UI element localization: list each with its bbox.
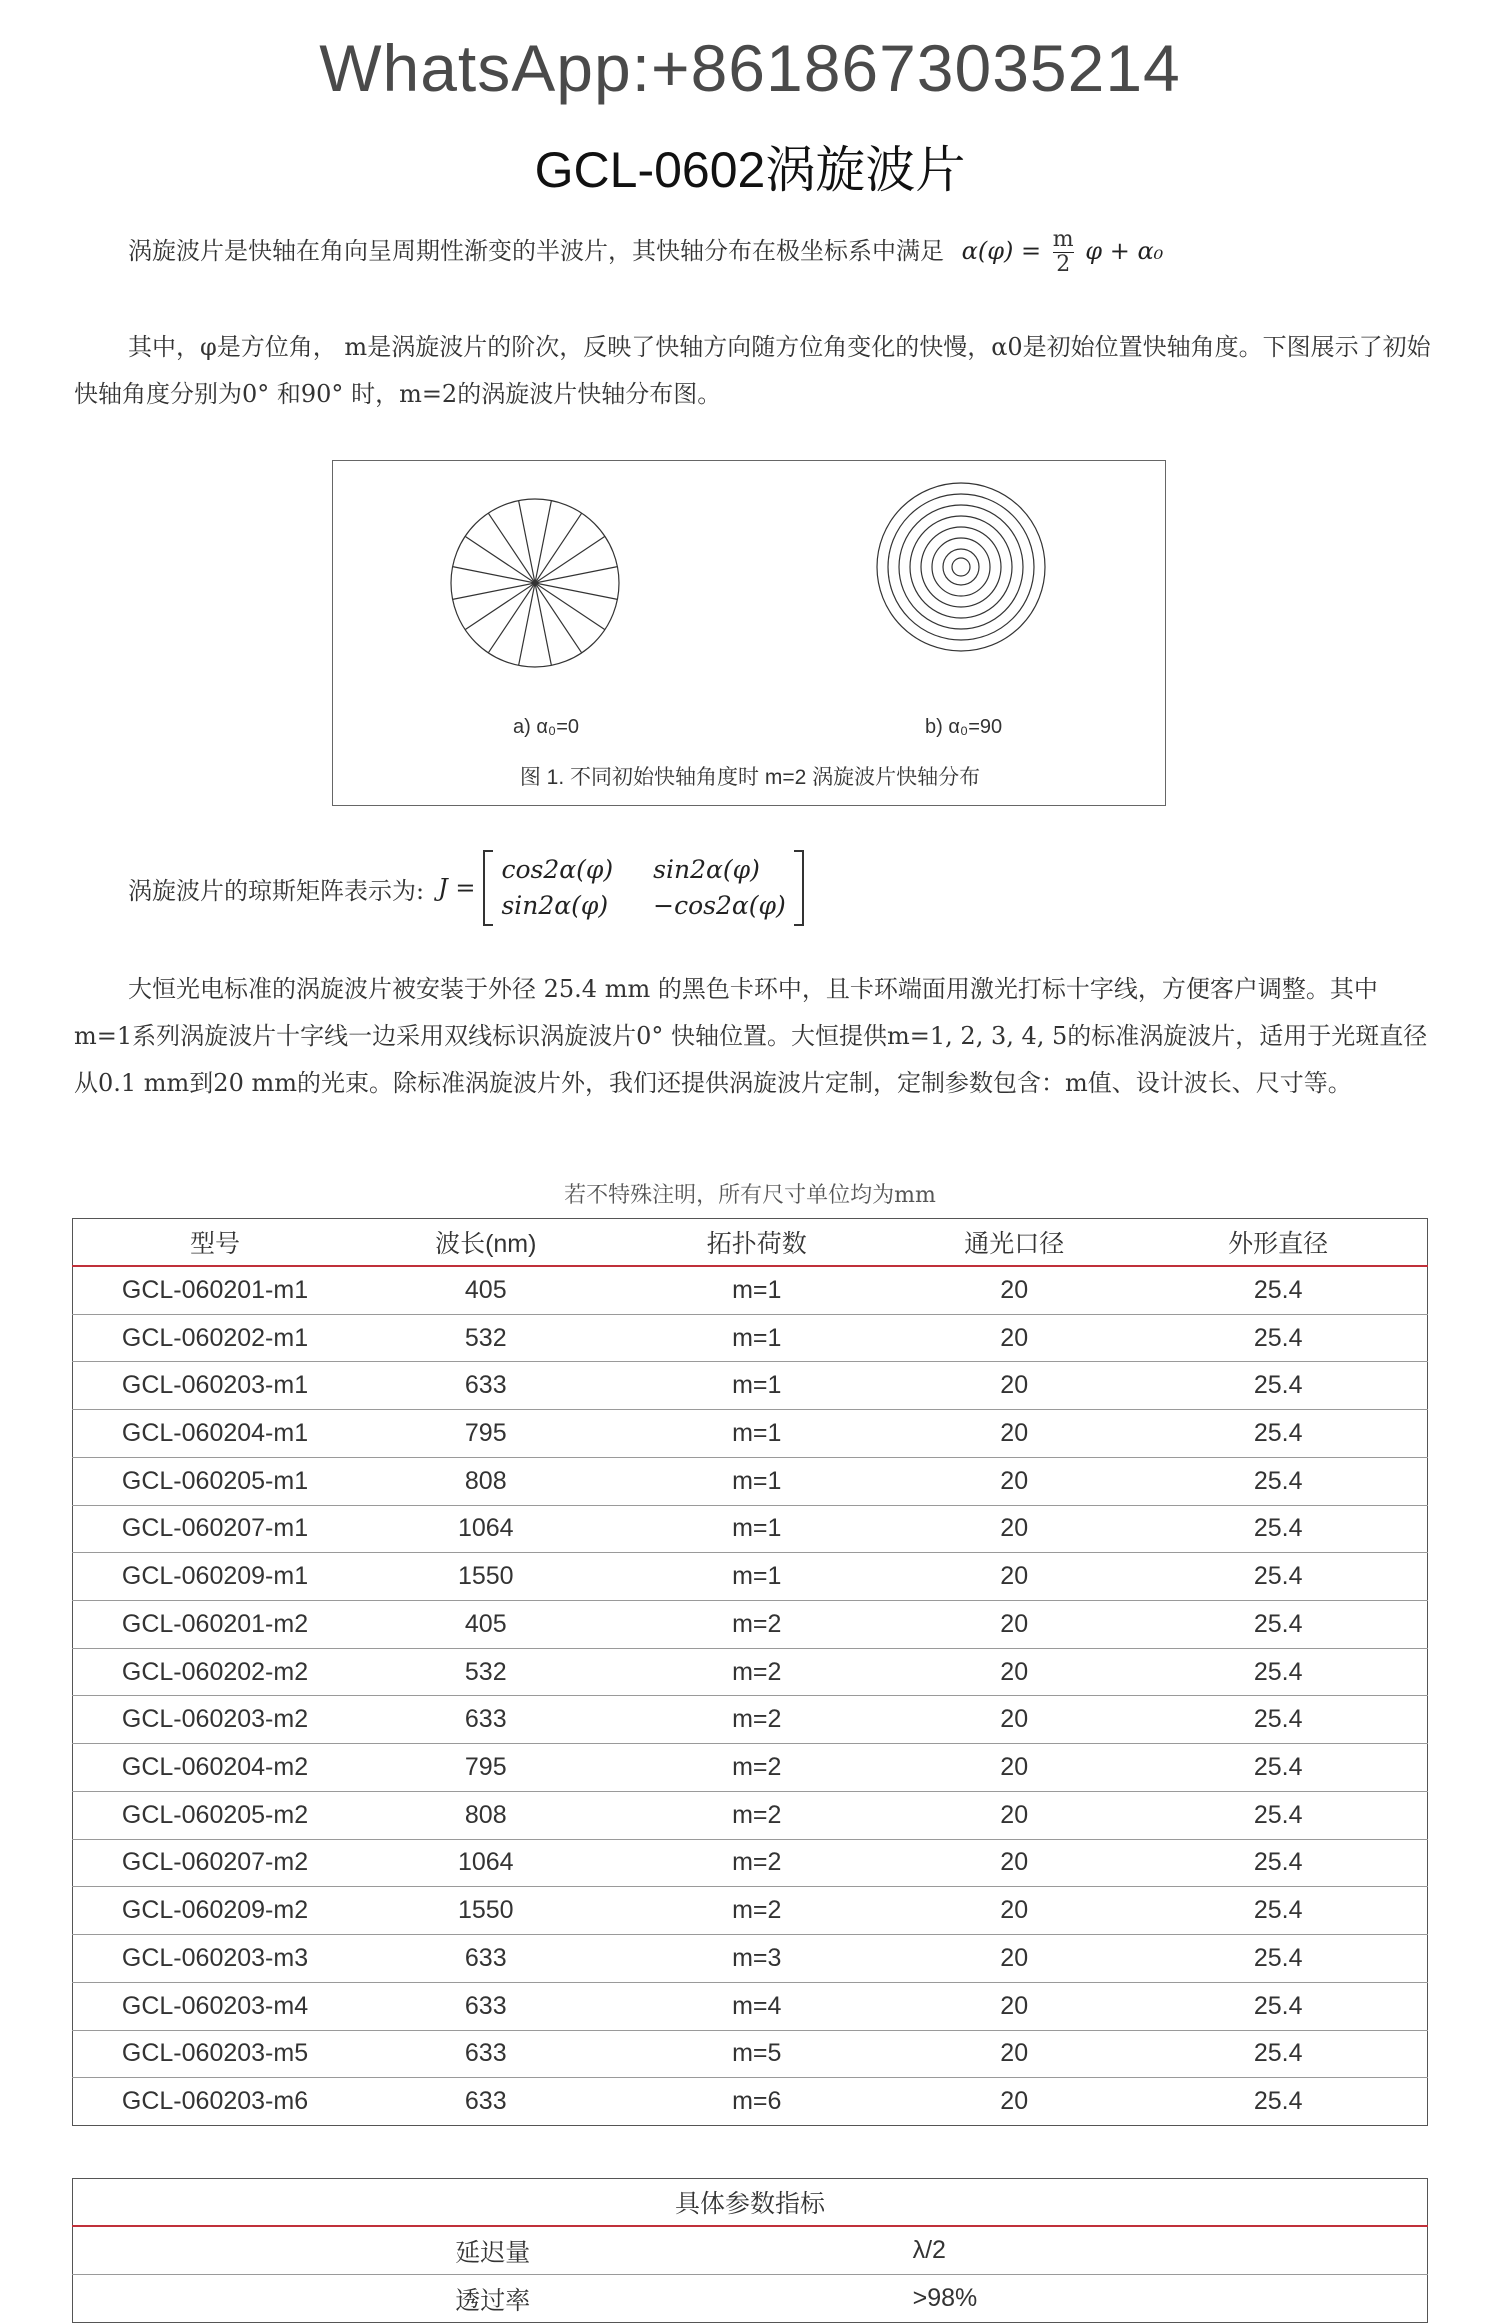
cell-charge: m=2: [614, 1744, 899, 1792]
matrix-m12: sin2α(φ): [653, 855, 760, 884]
label-alpha-0: a) α₀=0: [513, 716, 580, 738]
param-table-title: 具体参数指标: [73, 2179, 1428, 2227]
param-value: λ/2: [913, 2226, 1428, 2275]
cell-aperture: 20: [899, 1505, 1129, 1553]
cell-aperture: 20: [899, 1362, 1129, 1410]
figure-box: [332, 460, 1166, 806]
cell-aperture: 20: [899, 2030, 1129, 2078]
cell-charge: m=1: [614, 1362, 899, 1410]
cell-aperture: 20: [899, 1314, 1129, 1362]
fast-axis-ring: [952, 558, 970, 576]
table-row: [73, 1362, 1428, 1410]
cell-wavelength: 1064: [357, 1505, 614, 1553]
table-row: [73, 1982, 1428, 2030]
table-row: [73, 1553, 1428, 1601]
fast-axis-ring: [943, 549, 979, 585]
matrix-m11: cos2α(φ): [501, 855, 614, 884]
cell-aperture: 20: [899, 1601, 1129, 1649]
cell-wavelength: 795: [357, 1744, 614, 1792]
cell-wavelength: 1550: [357, 1553, 614, 1601]
formula-denominator: 2: [1056, 252, 1071, 277]
cell-diameter: 25.4: [1129, 1935, 1427, 1983]
fast-axis-ring: [899, 505, 1023, 629]
intro-text: 涡旋波片是快轴在角向呈周期性渐变的半波片，其快轴分布在极坐标系中满足: [128, 237, 944, 265]
fast-axis-radial-diagram: [333, 461, 1167, 807]
cell-diameter: 25.4: [1129, 1791, 1427, 1839]
cell-model: GCL-060203-m3: [73, 1935, 358, 1983]
cell-diameter: 25.4: [1129, 1266, 1427, 1314]
cell-aperture: 20: [899, 1935, 1129, 1983]
cell-charge: m=4: [614, 1982, 899, 2030]
matrix-m21: sin2α(φ): [501, 891, 609, 920]
cell-wavelength: 808: [357, 1457, 614, 1505]
cell-diameter: 25.4: [1129, 1410, 1427, 1458]
cell-model: GCL-060203-m6: [73, 2078, 358, 2126]
cell-charge: m=2: [614, 1887, 899, 1935]
cell-charge: m=3: [614, 1935, 899, 1983]
cell-wavelength: 532: [357, 1314, 614, 1362]
cell-charge: m=1: [614, 1314, 899, 1362]
cell-wavelength: 633: [357, 1935, 614, 1983]
cell-wavelength: 532: [357, 1648, 614, 1696]
cell-model: GCL-060205-m1: [73, 1457, 358, 1505]
table-row: [73, 1314, 1428, 1362]
table-row: [73, 1839, 1428, 1887]
cell-wavelength: 633: [357, 1696, 614, 1744]
cell-diameter: 25.4: [1129, 1457, 1427, 1505]
cell-aperture: 20: [899, 1410, 1129, 1458]
cell-model: GCL-060209-m2: [73, 1887, 358, 1935]
intro-paragraph: [74, 228, 1434, 277]
table-row: [73, 2226, 1428, 2275]
cell-wavelength: 633: [357, 1362, 614, 1410]
cell-wavelength: 633: [357, 1982, 614, 2030]
cell-charge: m=1: [614, 1410, 899, 1458]
cell-aperture: 20: [899, 1696, 1129, 1744]
cell-model: GCL-060203-m4: [73, 1982, 358, 2030]
cell-diameter: 25.4: [1129, 1839, 1427, 1887]
cell-model: GCL-060202-m2: [73, 1648, 358, 1696]
cell-diameter: 25.4: [1129, 1887, 1427, 1935]
fast-axis-ring: [877, 483, 1045, 651]
spec-table-header-row: [73, 1219, 1428, 1267]
cell-charge: m=1: [614, 1553, 899, 1601]
cell-charge: m=1: [614, 1457, 899, 1505]
cell-wavelength: 633: [357, 2078, 614, 2126]
cell-aperture: 20: [899, 1791, 1129, 1839]
cell-charge: m=5: [614, 2030, 899, 2078]
matrix-m22: −cos2α(φ): [653, 891, 786, 920]
cell-aperture: 20: [899, 1648, 1129, 1696]
cell-diameter: 25.4: [1129, 2078, 1427, 2126]
formula-rhs: φ + α₀: [1085, 237, 1164, 265]
cell-model: GCL-060207-m1: [73, 1505, 358, 1553]
description-paragraph: 大恒光电标准的涡旋波片被安装于外径 25.4 mm 的黑色卡环中，且卡环端面用激光打标十字线，方便客户调整。其中m=1系列涡旋波片十字线一边采用双线标识涡旋波片0° 快轴位置。大恒提供m=1, 2, 3, 4, 5的标准涡旋波片，适用于光斑直径从0.1 mm到20 mm的光束。除标准涡旋波片外，我们还提供涡旋波片定制，定制参数包含：m值、设计波长、尺寸等。: [74, 975, 1428, 1097]
jones-matrix: [483, 850, 803, 926]
cell-aperture: 20: [899, 2078, 1129, 2126]
cell-aperture: 20: [899, 1744, 1129, 1792]
cell-aperture: 20: [899, 1839, 1129, 1887]
cell-model: GCL-060209-m1: [73, 1553, 358, 1601]
cell-charge: m=2: [614, 1839, 899, 1887]
table-row: [73, 1457, 1428, 1505]
formula-fraction: [1053, 228, 1074, 277]
fast-axis-ring: [932, 538, 990, 596]
cell-charge: m=2: [614, 1601, 899, 1649]
cell-model: GCL-060202-m1: [73, 1314, 358, 1362]
cell-wavelength: 808: [357, 1791, 614, 1839]
formula-lhs: α(φ) =: [961, 237, 1042, 265]
cell-wavelength: 405: [357, 1601, 614, 1649]
table-row: [73, 1935, 1428, 1983]
col-clear-aperture: 通光口径: [899, 1219, 1129, 1267]
table-row: [73, 1601, 1428, 1649]
table-row: [73, 1648, 1428, 1696]
cell-charge: m=1: [614, 1266, 899, 1314]
cell-diameter: 25.4: [1129, 1982, 1427, 2030]
cell-diameter: 25.4: [1129, 1314, 1427, 1362]
cell-charge: m=2: [614, 1648, 899, 1696]
cell-diameter: 25.4: [1129, 2030, 1427, 2078]
col-wavelength: 波长(nm): [357, 1219, 614, 1267]
explanation-paragraph: 其中，φ是方位角， m是涡旋波片的阶次，反映了快轴方向随方位角变化的快慢，α0是初始位置快轴角度。下图展示了初始快轴角度分别为0° 和90° 时，m=2的涡旋波片快轴分布图。: [74, 333, 1431, 408]
cell-diameter: 25.4: [1129, 1505, 1427, 1553]
contact-watermark: WhatsApp:+8618673035214: [319, 31, 1181, 105]
table-row: [73, 1744, 1428, 1792]
cell-charge: m=6: [614, 2078, 899, 2126]
cell-model: GCL-060204-m1: [73, 1410, 358, 1458]
cell-diameter: 25.4: [1129, 1362, 1427, 1410]
cell-charge: m=1: [614, 1505, 899, 1553]
param-name: 透过率: [73, 2275, 913, 2323]
spec-table: [72, 1218, 1428, 2126]
cell-aperture: 20: [899, 1887, 1129, 1935]
table-row: [73, 2078, 1428, 2126]
param-table: [72, 2178, 1428, 2323]
jones-matrix-line: [128, 850, 804, 926]
cell-diameter: 25.4: [1129, 1744, 1427, 1792]
table-row: [73, 2275, 1428, 2323]
cell-model: GCL-060207-m2: [73, 1839, 358, 1887]
cell-model: GCL-060203-m2: [73, 1696, 358, 1744]
cell-aperture: 20: [899, 1266, 1129, 1314]
cell-charge: m=2: [614, 1791, 899, 1839]
col-outer-diameter: 外形直径: [1129, 1219, 1427, 1267]
table-row: [73, 2030, 1428, 2078]
formula-numerator: m: [1052, 227, 1074, 252]
table-row: [73, 1887, 1428, 1935]
table-row: [73, 1410, 1428, 1458]
param-value: >98%: [913, 2275, 1428, 2323]
cell-wavelength: 795: [357, 1410, 614, 1458]
cell-wavelength: 633: [357, 2030, 614, 2078]
cell-diameter: 25.4: [1129, 1553, 1427, 1601]
fast-axis-ring: [921, 527, 1001, 607]
col-model: 型号: [73, 1219, 358, 1267]
cell-diameter: 25.4: [1129, 1648, 1427, 1696]
cell-model: GCL-060205-m2: [73, 1791, 358, 1839]
cell-diameter: 25.4: [1129, 1696, 1427, 1744]
jones-lhs: J =: [438, 874, 476, 902]
fast-axis-ring: [910, 516, 1012, 618]
cell-model: GCL-060201-m1: [73, 1266, 358, 1314]
cell-model: GCL-060204-m2: [73, 1744, 358, 1792]
cell-aperture: 20: [899, 1457, 1129, 1505]
figure-caption: 图 1. 不同初始快轴角度时 m=2 涡旋波片快轴分布: [519, 766, 981, 789]
table-row: [73, 1505, 1428, 1553]
cell-wavelength: 1064: [357, 1839, 614, 1887]
page-title: GCL-0602涡旋波片: [534, 142, 966, 198]
param-table-header-row: [73, 2179, 1428, 2227]
table-row: [73, 1266, 1428, 1314]
label-alpha-90: b) α₀=90: [925, 716, 1003, 738]
matrix-left-bracket: [483, 850, 493, 926]
cell-aperture: 20: [899, 1982, 1129, 2030]
cell-model: GCL-060203-m1: [73, 1362, 358, 1410]
param-name: 延迟量: [73, 2226, 913, 2275]
col-topological-charge: 拓扑荷数: [614, 1219, 899, 1267]
table-row: [73, 1696, 1428, 1744]
cell-model: GCL-060203-m5: [73, 2030, 358, 2078]
cell-aperture: 20: [899, 1553, 1129, 1601]
cell-wavelength: 1550: [357, 1887, 614, 1935]
cell-wavelength: 405: [357, 1266, 614, 1314]
cell-charge: m=2: [614, 1696, 899, 1744]
jones-text: 涡旋波片的琼斯矩阵表示为:: [128, 876, 425, 905]
matrix-right-bracket: [794, 850, 804, 926]
cell-diameter: 25.4: [1129, 1601, 1427, 1649]
table-row: [73, 1791, 1428, 1839]
cell-model: GCL-060201-m2: [73, 1601, 358, 1649]
table-note: 若不特殊注明，所有尺寸单位均为mm: [564, 1183, 936, 1208]
